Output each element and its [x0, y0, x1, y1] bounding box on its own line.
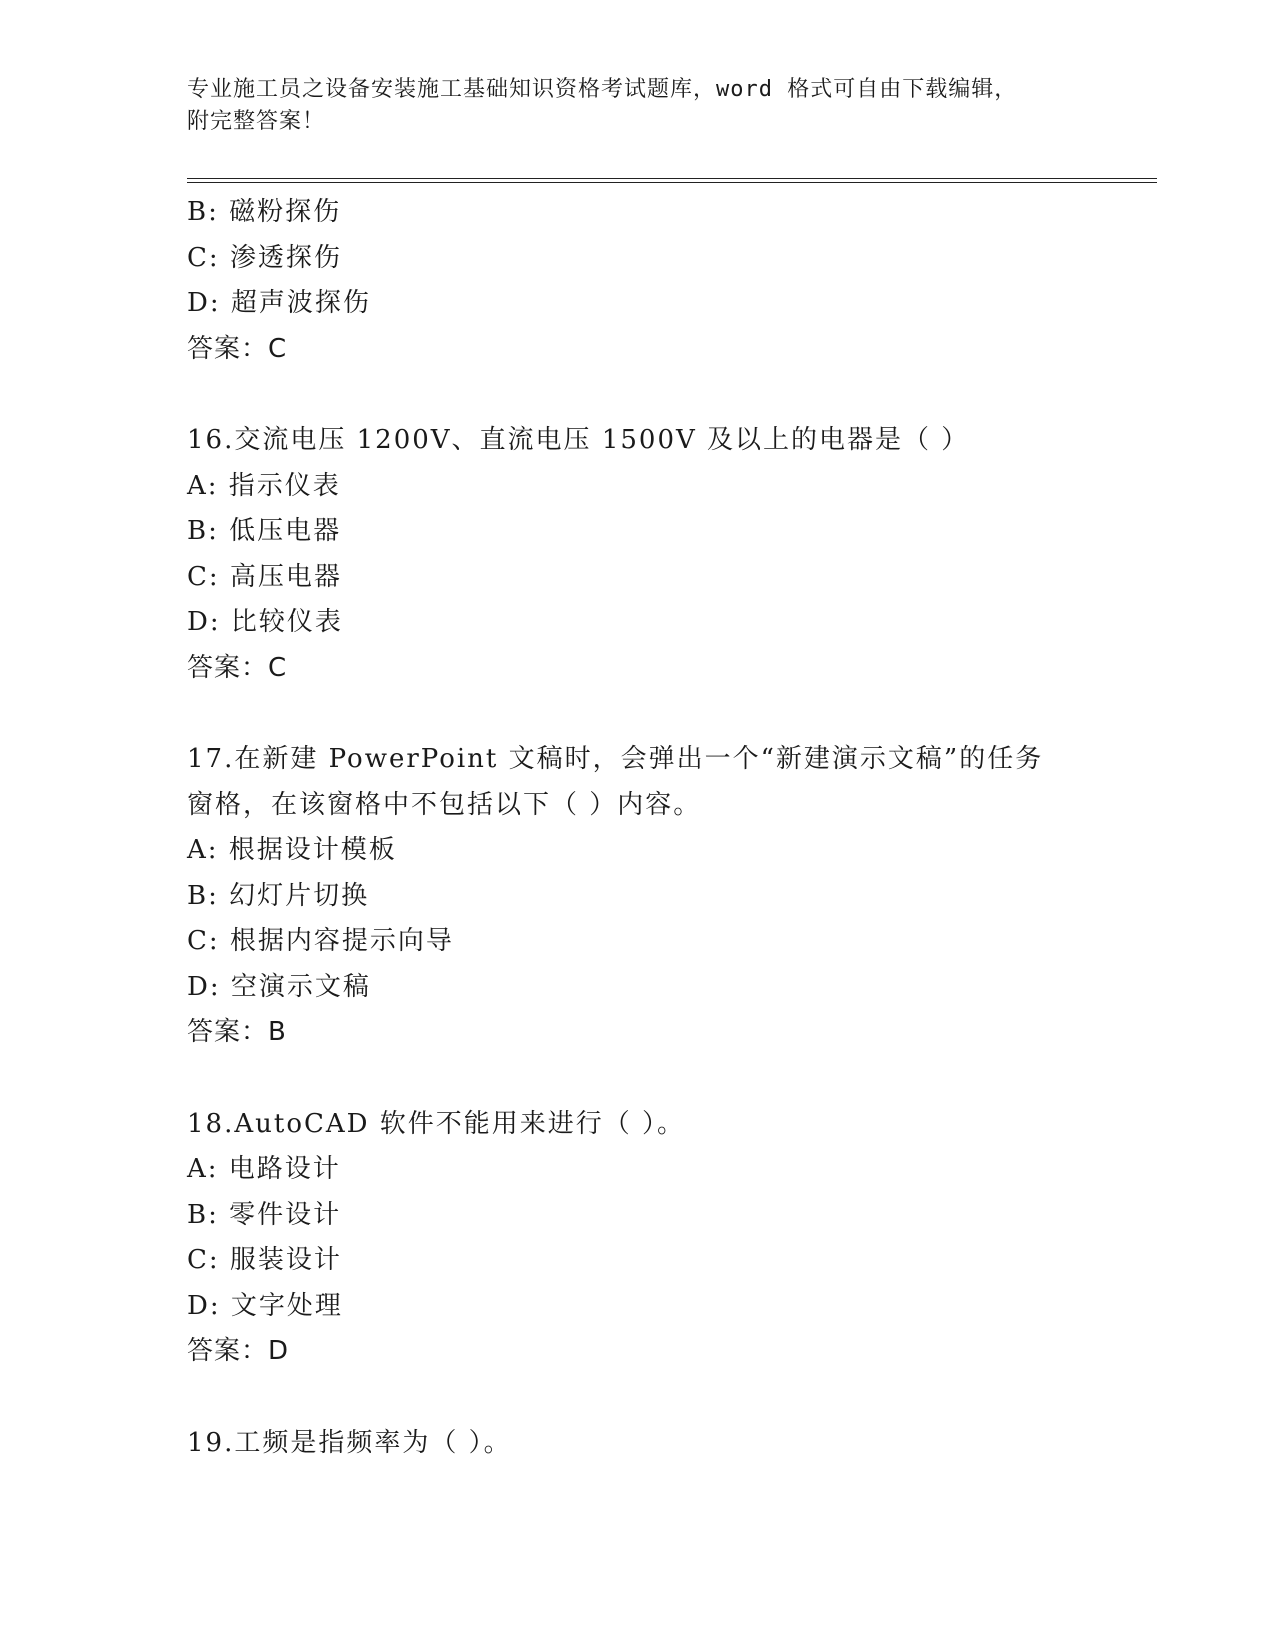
answer-line: 答案：B — [187, 1017, 287, 1047]
question-stem: 17.在新建 PowerPoint 文稿时，会弹出一个“新建演示文稿”的任务 — [187, 744, 1044, 774]
option-b: B: 磁粉探伤 — [187, 197, 342, 227]
option-b: B: 零件设计 — [187, 1199, 342, 1230]
spacer — [187, 1375, 1157, 1421]
answer-line: 答案：C — [187, 333, 288, 364]
question-16 — [187, 418, 1157, 691]
answer-line: 答案：D — [187, 1336, 290, 1366]
option-d: D: 超声波探伤 — [187, 288, 371, 318]
header-divider — [187, 178, 1157, 183]
spacer — [187, 1056, 1157, 1102]
option-d: D: 文字处理 — [187, 1290, 343, 1321]
option-a: A: 指示仪表 — [187, 470, 341, 501]
option-c: C: 高压电器 — [187, 561, 342, 592]
question-17 — [187, 737, 1157, 1056]
option-c: C: 渗透探伤 — [187, 242, 342, 273]
document-header — [187, 74, 1087, 138]
question-stem: 19.工频是指频率为（ ）。 — [187, 1427, 512, 1458]
question-stem-continued: 窗格，在该窗格中不包括以下（ ）内容。 — [187, 789, 702, 820]
question-15-continued — [187, 190, 1157, 372]
option-a: A: 根据设计模板 — [187, 835, 397, 865]
option-a: A: 电路设计 — [187, 1154, 341, 1184]
question-19 — [187, 1421, 1157, 1467]
question-list — [187, 190, 1157, 1466]
option-b: B: 低压电器 — [187, 516, 342, 546]
option-c: C: 服装设计 — [187, 1245, 342, 1275]
spacer — [187, 691, 1157, 737]
spacer — [187, 372, 1157, 418]
header-line-1: 专业施工员之设备安装施工基础知识资格考试题库，word 格式可自由下载编辑， — [187, 77, 1018, 102]
option-d: D: 比较仪表 — [187, 607, 343, 637]
option-b: B: 幻灯片切换 — [187, 880, 370, 911]
option-d: D: 空演示文稿 — [187, 971, 371, 1002]
question-18 — [187, 1102, 1157, 1375]
question-stem: 16.交流电压 1200V、直流电压 1500V 及以上的电器是（ ） — [187, 425, 970, 455]
option-c: C: 根据内容提示向导 — [187, 926, 454, 956]
answer-line: 答案：C — [187, 652, 288, 683]
header-line-2: 附完整答案！ — [187, 109, 326, 134]
question-stem: 18.AutoCAD 软件不能用来进行（ ）。 — [187, 1108, 686, 1139]
